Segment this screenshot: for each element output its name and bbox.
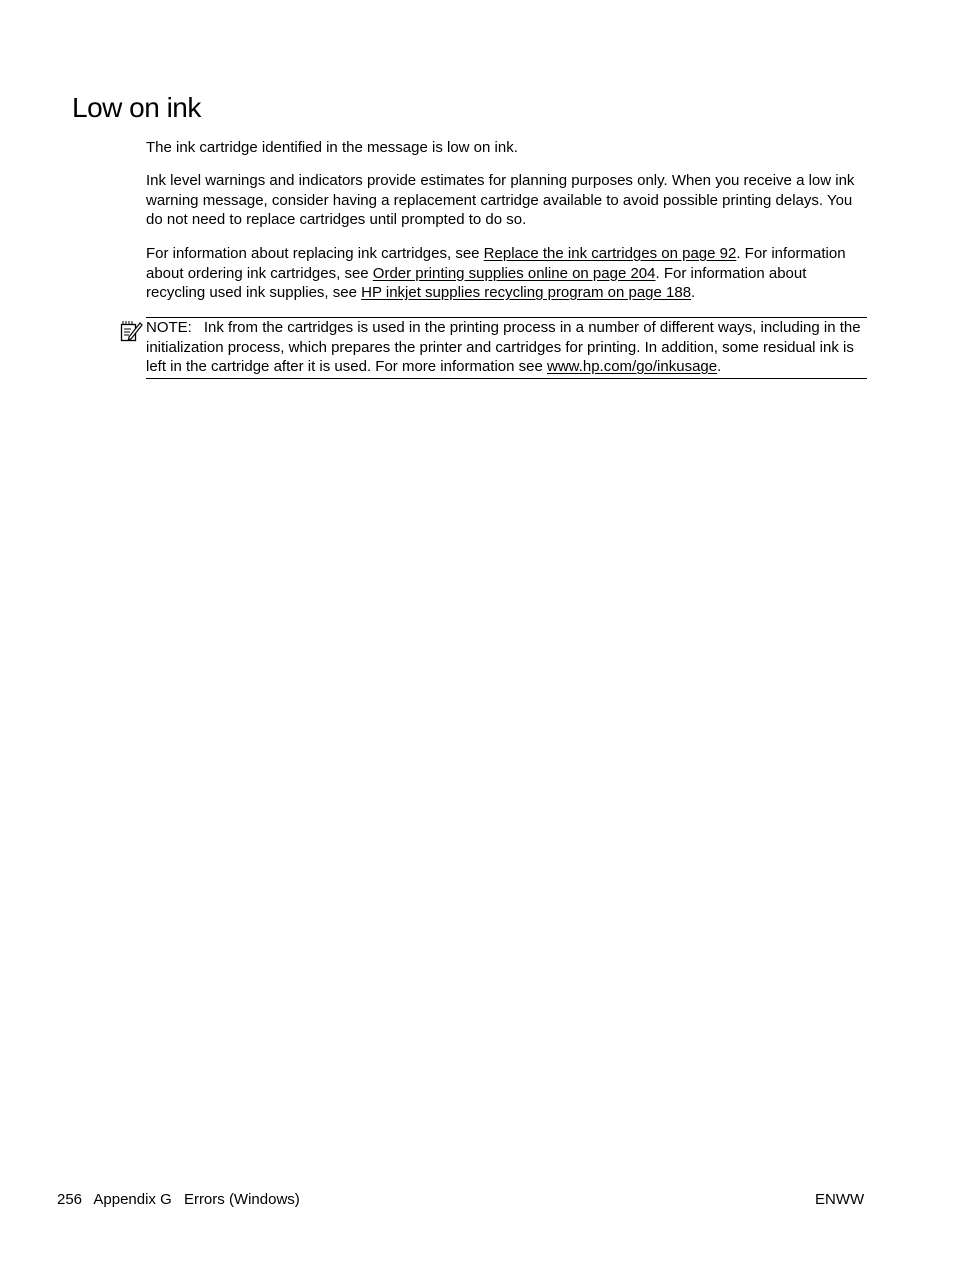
footer-appendix: Appendix G (93, 1191, 172, 1208)
info-text-4: . (691, 284, 696, 301)
note-box (146, 317, 867, 379)
info-text-1: For information about replacing ink cartridges, see (146, 245, 484, 262)
note-pencil-icon (118, 318, 144, 344)
intro-paragraph: The ink cartridge identified in the message is low on ink. (146, 139, 518, 156)
note-end: . (717, 358, 722, 375)
info-text-2: . For information about ordering ink cartridges, see (146, 245, 846, 282)
note-label: NOTE: (146, 319, 192, 336)
inkusage-link[interactable]: www.hp.com/go/inkusage (547, 358, 718, 375)
footer-left (57, 1190, 308, 1210)
page-title: Low on ink (72, 92, 201, 123)
page-number: 256 (57, 1191, 83, 1208)
info-paragraph (146, 244, 858, 303)
recycling-program-link[interactable]: HP inkjet supplies recycling program on page 188 (361, 284, 692, 301)
warning-paragraph: Ink level warnings and indicators provide estimates for planning purposes only. When you receive a low ink warning message, consider having a replacement cartridge available to avoid possible printing delays. You do not need to replace cartridges until prompted to do so. (146, 172, 855, 228)
footer-section: Errors (Windows) (183, 1191, 300, 1208)
info-text-3: . For information about recycling used ink supplies, see (146, 264, 807, 301)
order-supplies-link[interactable]: Order printing supplies online on page 204 (372, 264, 656, 282)
footer-right: ENWW (815, 1191, 865, 1208)
replace-cartridges-link[interactable]: Replace the ink cartridges on page 92 (483, 245, 737, 262)
note-text: Ink from the cartridges is used in the printing process in a number of different ways, including in the initialization process, which prepares the printer and cartridges for printing. In addition, some residual ink is left in the cartridge after it is used. For more information see (146, 319, 861, 375)
